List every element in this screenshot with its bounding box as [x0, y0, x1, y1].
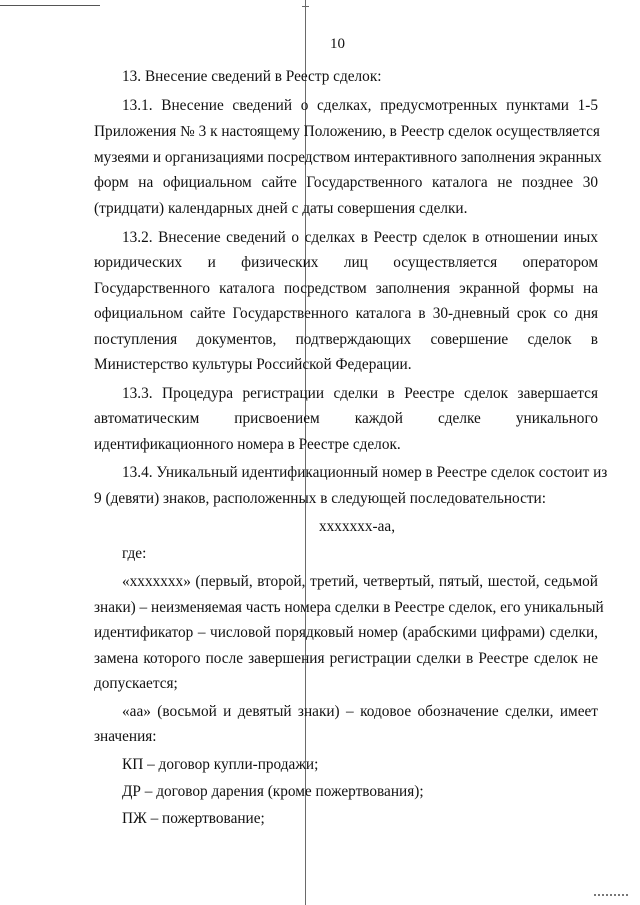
page-number: 10 [330, 36, 345, 52]
p13-1-line-1: 13.1. Внесение сведений о сделках, предусмотренных пунктами 1-5 [122, 97, 598, 114]
px-line-4: замена которого после завершения регистрации сделки в Реестре сделок не [94, 650, 598, 667]
px-line-5: допускается; [94, 675, 178, 692]
p13-1-line-5: (тридцати) календарных дней с даты совершения сделки. [94, 200, 468, 217]
px-line-1: «xxxxxxx» (первый, второй, третий, четвертый, пятый, шестой, седьмой [122, 573, 598, 590]
p13-2-line-6: Министерство культуры Российской Федерации. [94, 356, 412, 373]
p13-1-line-3: музеями и организациями посредством интерактивного заполнения экранных [94, 149, 602, 166]
scan-edge-line [0, 5, 100, 6]
code-dr: ДР – договор дарения (кроме пожертвования); [122, 783, 424, 800]
p13-3-line-2: автоматическим присвоением каждой сделке уникального [94, 410, 598, 427]
px-line-2: знаки) – неизменяемая часть номера сделки в Реестре сделок, его уникальный [94, 599, 604, 616]
code-pzh: ПЖ – пожертвование; [122, 810, 265, 827]
p13-2-line-3: Государственного каталога посредством заполнения экранной формы на [94, 280, 598, 297]
p13-2-line-2: юридических и физических лиц осуществляется оператором [94, 254, 598, 271]
px-line-3: идентификатор – числовой порядковый номер (арабскими цифрами) сделки, [94, 624, 598, 641]
p13-4-line-2: 9 (девяти) знаков, расположенных в следующей последовательности: [94, 490, 546, 507]
paa-line-2: значения: [94, 728, 157, 745]
p13-3-line-1: 13.3. Процедура регистрации сделки в Реестре сделок завершается [122, 385, 598, 402]
p13-2-line-1: 13.2. Внесение сведений о сделках в Реестр сделок в отношении иных [122, 229, 598, 246]
where-label: где: [122, 545, 147, 562]
p13-2-line-4: официальном сайте Государственного каталога в 30-дневный срок со дня [94, 305, 598, 322]
number-format: xxxxxxx-аа, [319, 518, 396, 535]
p13-2-line-5: поступления документов, подтверждающих совершение сделок в [94, 331, 598, 348]
p13-3-line-3: идентификационного номера в Реестре сделок. [94, 436, 401, 453]
fold-tick [302, 6, 309, 7]
section-heading: 13. Внесение сведений в Реестр сделок: [122, 68, 382, 85]
p13-1-line-2: Приложения № 3 к настоящему Положению, в Реестр сделок осуществляется [94, 123, 600, 140]
scan-corner-mark [594, 894, 628, 899]
code-kp: КП – договор купли-продажи; [122, 756, 319, 773]
p13-1-line-4: форм на официальном сайте Государственного каталога не позднее 30 [94, 174, 598, 191]
p13-4-line-1: 13.4. Уникальный идентификационный номер в Реестре сделок состоит из [122, 464, 608, 481]
paa-line-1: «аа» (восьмой и девятый знаки) – кодовое обозначение сделки, имеет [122, 703, 598, 720]
